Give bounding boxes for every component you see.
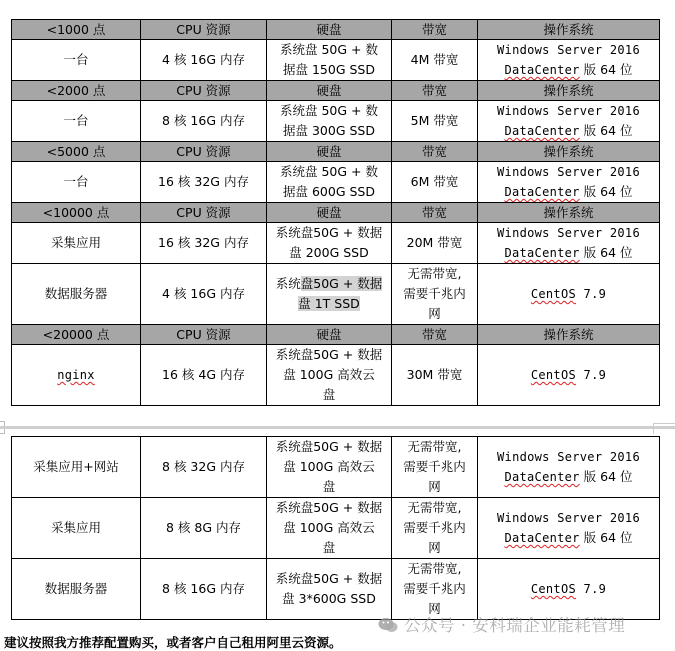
col-header-os: 操作系统: [478, 20, 660, 40]
col-header-cpu: CPU 资源: [141, 20, 267, 40]
tier-header-10000: [12, 203, 660, 223]
cpu-cell: 8 核 16G 内存: [141, 559, 267, 620]
disk-cell: 系统盘50G + 数据 盘 3*600G SSD: [267, 559, 392, 620]
cpu-cell: 8 核 16G 内存: [141, 101, 267, 142]
role-cell: [12, 345, 141, 406]
spellcheck-mark: CentOS: [530, 368, 577, 382]
disk-cell: 系统盘 50G + 数 据盘 150G SSD: [267, 40, 392, 81]
role-cell: 一台: [12, 40, 141, 81]
os-cell: Windows Server 2016 DataCenter 版 64 位: [478, 223, 660, 264]
spellcheck-mark: DataCenter: [504, 531, 580, 545]
text-selection-highlight: 盘50G + 数据: [300, 276, 383, 291]
col-header-bandwidth: 带宽: [392, 81, 478, 101]
role-cell: 采集应用+网站: [12, 437, 141, 498]
cpu-cell: 16 核 32G 内存: [141, 223, 267, 264]
tier-header-20000: [12, 325, 660, 345]
cpu-cell: 4 核 16G 内存: [141, 40, 267, 81]
role-cell: 采集应用: [12, 498, 141, 559]
bandwidth-cell: 无需带宽, 需要千兆内 网: [392, 437, 478, 498]
bandwidth-cell: 6M 带宽: [392, 162, 478, 203]
col-header-cpu: CPU 资源: [141, 142, 267, 162]
disk-cell: 系统盘50G + 数据 盘 100G 高效云 盘: [267, 345, 392, 406]
tier-label: <10000 点: [12, 203, 141, 223]
spellcheck-mark: CentOS: [530, 582, 577, 596]
col-header-cpu: CPU 资源: [141, 325, 267, 345]
os-cell: Windows Server 2016 DataCenter 版 64 位: [478, 162, 660, 203]
os-cell: CentOS 7.9: [478, 264, 660, 325]
tier-label: <1000 点: [12, 20, 141, 40]
role-cell: 数据服务器: [12, 559, 141, 620]
watermark: 公众号 · 安科瑞企业能耗管理: [378, 612, 625, 636]
disk-cell: 系统盘50G + 数据 盘 100G 高效云 盘: [267, 437, 392, 498]
table-row: [12, 559, 660, 620]
wechat-icon: [378, 617, 398, 633]
table-row: [12, 345, 660, 406]
recommendation-note: 建议按照我方推荐配置购买，或者客户自己租用阿里云资源。: [4, 635, 342, 650]
tier-header-2000: [12, 81, 660, 101]
bandwidth-cell: 4M 带宽: [392, 40, 478, 81]
table-row: [12, 223, 660, 264]
table-row: [12, 264, 660, 325]
col-header-disk: 硬盘: [267, 20, 392, 40]
col-header-bandwidth: 带宽: [392, 20, 478, 40]
bandwidth-cell: 无需带宽, 需要千兆内 网: [392, 559, 478, 620]
bandwidth-cell: 20M 带宽: [392, 223, 478, 264]
role-cell: 采集应用: [12, 223, 141, 264]
cpu-cell: 16 核 4G 内存: [141, 345, 267, 406]
os-cell: Windows Server 2016 DataCenter 版 64 位: [478, 437, 660, 498]
tier-label: <5000 点: [12, 142, 141, 162]
cpu-cell: 8 核 32G 内存: [141, 437, 267, 498]
col-header-os: 操作系统: [478, 142, 660, 162]
spellcheck-mark: DataCenter: [504, 63, 580, 77]
server-config-table-1: [11, 19, 660, 406]
page-corner-mark: [653, 423, 675, 434]
col-header-bandwidth: 带宽: [392, 325, 478, 345]
role-cell: 一台: [12, 101, 141, 142]
cpu-cell: 4 核 16G 内存: [141, 264, 267, 325]
page-break-divider: [0, 426, 675, 429]
bandwidth-cell: 30M 带宽: [392, 345, 478, 406]
os-cell: Windows Server 2016 DataCenter 版 64 位: [478, 498, 660, 559]
spellcheck-mark: nginx: [57, 368, 95, 382]
col-header-bandwidth: 带宽: [392, 203, 478, 223]
col-header-os: 操作系统: [478, 81, 660, 101]
bandwidth-cell: 无需带宽, 需要千兆内 网: [392, 498, 478, 559]
bandwidth-cell: 无需带宽, 需要千兆内 网: [392, 264, 478, 325]
col-header-disk: 硬盘: [267, 81, 392, 101]
col-header-bandwidth: 带宽: [392, 142, 478, 162]
os-cell: CentOS 7.9: [478, 345, 660, 406]
cpu-cell: 8 核 8G 内存: [141, 498, 267, 559]
spellcheck-mark: DataCenter: [504, 246, 580, 260]
table-row: [12, 498, 660, 559]
col-header-cpu: CPU 资源: [141, 203, 267, 223]
col-header-os: 操作系统: [478, 203, 660, 223]
col-header-disk: 硬盘: [267, 142, 392, 162]
disk-cell: 系统盘50G + 数据 盘 100G 高效云 盘: [267, 498, 392, 559]
disk-cell: 系统盘50G + 数据 盘 200G SSD: [267, 223, 392, 264]
spellcheck-mark: DataCenter: [504, 470, 580, 484]
col-header-disk: 硬盘: [267, 325, 392, 345]
col-header-disk: 硬盘: [267, 203, 392, 223]
role-cell: 一台: [12, 162, 141, 203]
spellcheck-mark: DataCenter: [504, 124, 580, 138]
disk-cell: 系统盘 50G + 数 据盘 600G SSD: [267, 162, 392, 203]
cpu-cell: 16 核 32G 内存: [141, 162, 267, 203]
os-cell: Windows Server 2016 DataCenter 版 64 位: [478, 40, 660, 81]
disk-cell: 系统盘 50G + 数 据盘 300G SSD: [267, 101, 392, 142]
table-row: [12, 437, 660, 498]
table-row: [12, 162, 660, 203]
col-header-cpu: CPU 资源: [141, 81, 267, 101]
col-header-os: 操作系统: [478, 325, 660, 345]
tier-label: <20000 点: [12, 325, 141, 345]
spellcheck-mark: CentOS: [530, 287, 577, 301]
tier-header-5000: [12, 142, 660, 162]
os-cell: Windows Server 2016 DataCenter 版 64 位: [478, 101, 660, 142]
role-cell: 数据服务器: [12, 264, 141, 325]
tier-header-1000: [12, 20, 660, 40]
spellcheck-mark: DataCenter: [504, 185, 580, 199]
disk-cell: 系统盘50G + 数据 盘 1T SSD: [267, 264, 392, 325]
table-row: [12, 40, 660, 81]
bandwidth-cell: 5M 带宽: [392, 101, 478, 142]
table-row: [12, 101, 660, 142]
os-cell: CentOS 7.9: [478, 559, 660, 620]
server-config-table-2: [11, 436, 660, 620]
tier-label: <2000 点: [12, 81, 141, 101]
